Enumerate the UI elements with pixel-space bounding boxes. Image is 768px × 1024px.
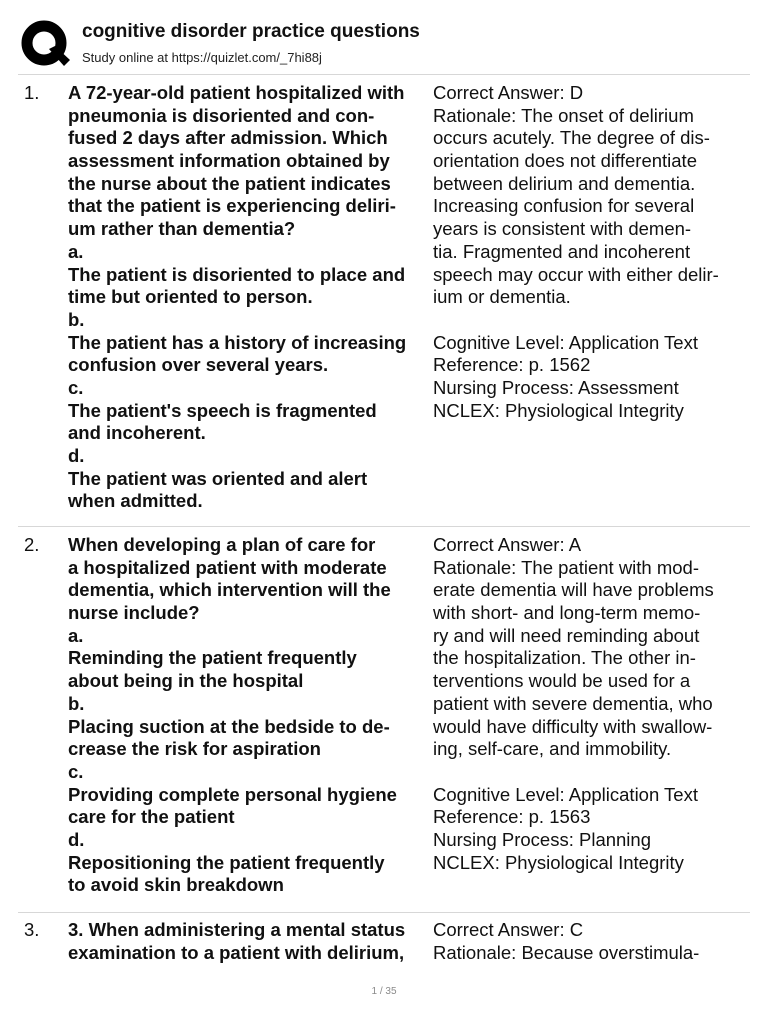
option-letter: b.: [68, 308, 85, 330]
question-divider: [18, 912, 750, 913]
option-text-line: Placing suction at the bedside to de-: [68, 715, 390, 737]
option-letter: b.: [68, 692, 85, 714]
option-text-line: Repositioning the patient frequently: [68, 851, 385, 873]
option-text-line: confusion over several years.: [68, 354, 329, 376]
question-number: 1.: [24, 82, 40, 103]
question-line: dementia, which intervention will the: [68, 579, 391, 601]
rationale-line: ry and will need reminding about: [433, 624, 700, 646]
option-text-line: when admitted.: [68, 490, 203, 512]
rationale-line: occurs acutely. The degree of dis-: [433, 127, 710, 149]
option-text-line: about being in the hospital: [68, 670, 304, 692]
option-letter: d.: [68, 445, 85, 466]
answer-spacer: [433, 309, 745, 332]
rationale-line: would have difficulty with swallow-: [433, 715, 713, 737]
question-line: assessment information obtained by: [68, 150, 390, 172]
nursing-process: Nursing Process: Planning: [433, 828, 651, 850]
question-line: examination to a patient with delirium,: [68, 941, 405, 963]
reference: Reference: p. 1563: [433, 806, 591, 828]
option-letter: d.: [68, 828, 85, 850]
option-text-line: Providing complete personal hygiene: [68, 783, 397, 805]
question-text-column: [68, 82, 430, 513]
option-text-line: and incoherent.: [68, 422, 206, 444]
option-letter: c.: [68, 760, 84, 782]
nclex-category: NCLEX: Physiological Integrity: [433, 399, 684, 421]
rationale-line: orientation does not differentiate: [433, 150, 697, 172]
option-text-line: The patient's speech is fragmented: [68, 399, 377, 421]
rationale-line: between delirium and dementia.: [433, 172, 696, 194]
rationale-line: terventions would be used for a: [433, 670, 691, 692]
answer-column: [433, 82, 745, 422]
question-line: fused 2 days after admission. Which: [68, 127, 388, 149]
question-line: 3. When administering a mental status: [68, 919, 406, 940]
nursing-process: Nursing Process: Assessment: [433, 376, 679, 398]
question-line: When developing a plan of care for: [68, 534, 376, 555]
rationale-line: ing, self-care, and immobility.: [433, 738, 672, 760]
option-text-line: The patient is disoriented to place and: [68, 263, 406, 285]
correct-answer: Correct Answer: A: [433, 534, 582, 555]
rationale-line: Increasing confusion for several: [433, 195, 695, 217]
question-text-column: [68, 534, 430, 897]
rationale-line: years is consistent with demen-: [433, 218, 692, 240]
question-number: 3.: [24, 919, 40, 940]
correct-answer: Correct Answer: C: [433, 919, 584, 940]
question-text-column: [68, 919, 430, 964]
answer-column: [433, 534, 745, 874]
answer-spacer: [433, 761, 745, 784]
option-text-line: The patient has a history of increasing: [68, 331, 407, 353]
rationale-line: erate dementia will have problems: [433, 579, 714, 601]
question-line: pneumonia is disoriented and con-: [68, 104, 375, 126]
rationale-line: Rationale: The onset of delirium: [433, 104, 694, 126]
rationale-line: tia. Fragmented and incoherent: [433, 240, 691, 262]
document-title: cognitive disorder practice questions: [82, 21, 420, 42]
question-line: nurse include?: [68, 602, 200, 624]
cognitive-level: Cognitive Level: Application Text: [433, 331, 698, 353]
option-text-line: crease the risk for aspiration: [68, 738, 321, 760]
question-line: a hospitalized patient with moderate: [68, 556, 387, 578]
correct-answer: Correct Answer: D: [433, 82, 584, 103]
question-line: the nurse about the patient indicates: [68, 172, 391, 194]
question-number: 2.: [24, 534, 40, 555]
quizlet-q-logo-icon: [20, 19, 70, 69]
nclex-category: NCLEX: Physiological Integrity: [433, 851, 684, 873]
page-indicator: 1 / 35: [371, 986, 397, 997]
rationale-line: Rationale: The patient with mod-: [433, 556, 700, 578]
rationale-line: with short- and long-term memo-: [433, 602, 701, 624]
option-text-line: care for the patient: [68, 806, 235, 828]
cognitive-level: Cognitive Level: Application Text: [433, 783, 698, 805]
question-line: um rather than dementia?: [68, 218, 296, 240]
rationale-line: ium or dementia.: [433, 286, 571, 308]
option-text-line: The patient was oriented and alert: [68, 467, 368, 489]
question-line: that the patient is experiencing deliri-: [68, 195, 396, 217]
rationale-line: the hospitalization. The other in-: [433, 647, 696, 669]
rationale-line: speech may occur with either delir-: [433, 263, 719, 285]
option-letter: c.: [68, 376, 84, 398]
rationale-line: Rationale: Because overstimula-: [433, 941, 700, 963]
question-line: A 72-year-old patient hospitalized with: [68, 82, 405, 103]
option-letter: a.: [68, 624, 84, 646]
question-divider: [18, 526, 750, 527]
reference: Reference: p. 1562: [433, 354, 591, 376]
answer-column: [433, 919, 745, 964]
option-text-line: Reminding the patient frequently: [68, 647, 357, 669]
option-letter: a.: [68, 240, 84, 262]
page-header: [0, 0, 768, 74]
rationale-line: patient with severe dementia, who: [433, 692, 713, 714]
option-text-line: to avoid skin breakdown: [68, 874, 284, 896]
option-text-line: time but oriented to person.: [68, 286, 313, 308]
study-online-link-text: Study online at https://quizlet.com/_7hi88j: [82, 50, 322, 65]
header-divider: [18, 74, 750, 75]
